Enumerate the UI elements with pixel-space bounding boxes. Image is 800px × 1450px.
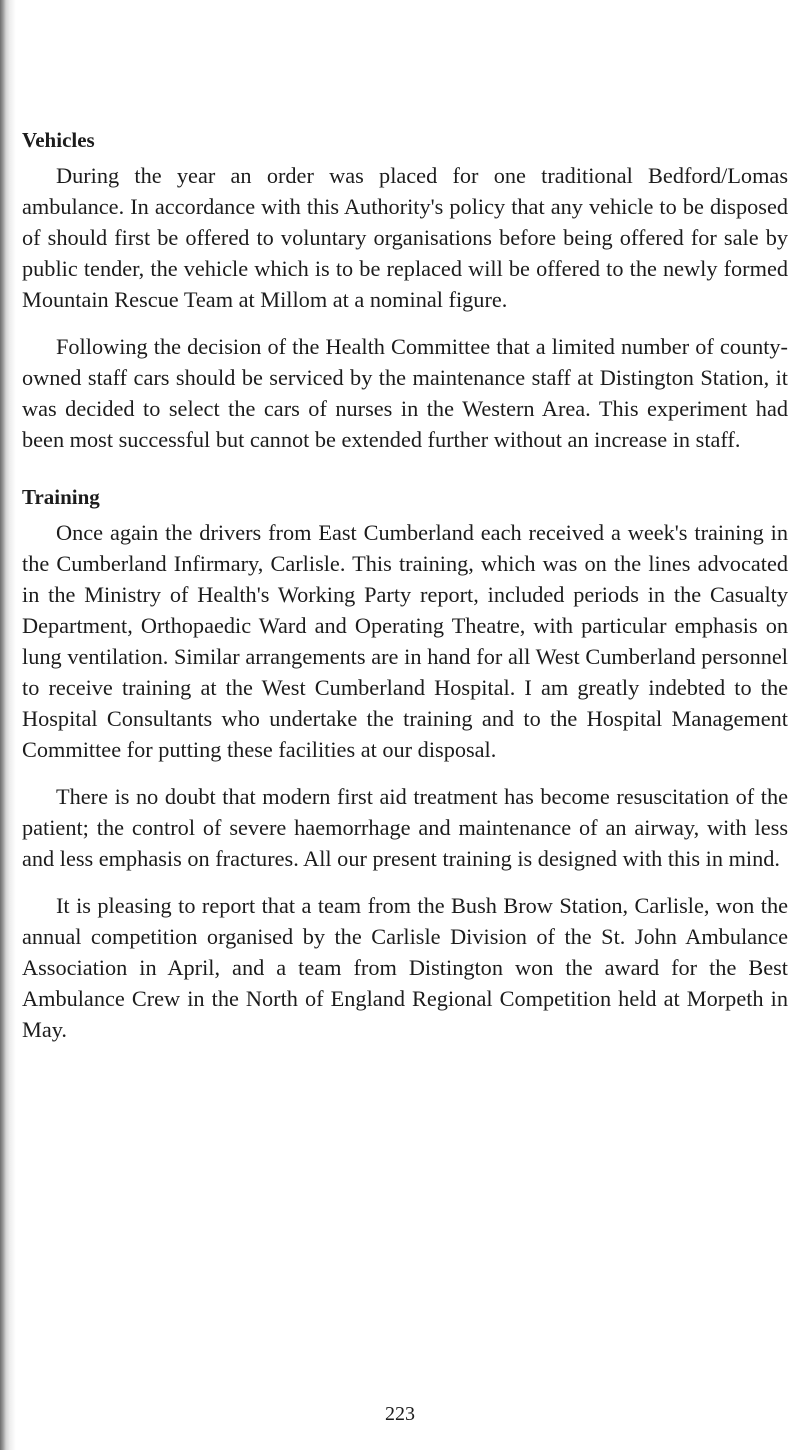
paragraph-training-first-aid: There is no doubt that modern first aid treatment has become resuscitation of the patient; the control of severe haemorrhage and maintenance of an airway, with less and less emphasis on fractures. All our present training is designed with this in mind.: [22, 784, 788, 871]
section-training: [22, 483, 788, 1045]
binding-gutter: [0, 0, 16, 1450]
section-heading-vehicles: Vehicles: [22, 128, 95, 152]
paragraph-training-competition: It is pleasing to report that a team from the Bush Brow Station, Carlisle, won the annual competition organised by the Carlisle Division of the St. John Ambulance Association in April, and a team from Distington won the award for the Best Ambulance Crew in the North of England Regional Competition held at Morpeth in May.: [22, 893, 788, 1042]
document-page: [22, 126, 788, 1045]
page-number: 223: [385, 1403, 415, 1425]
section-vehicles: [22, 126, 788, 455]
section-heading-training: Training: [22, 485, 100, 509]
paragraph-training-drivers: Once again the drivers from East Cumberland each received a week's training in the Cumberland Infirmary, Carlisle. This training, which was on the lines advocated in the Ministry of Health's Working Party report, included periods in the Casualty Department, Orthopaedic Ward and Operating Theatre, with particular emphasis on lung ventilation. Similar arrangements are in hand for all West Cumberland personnel to receive training at the West Cumberland Hospital. I am greatly indebted to the Hospital Consultants who undertake the training and to the Hospital Management Committee for putting these facilities at our disposal.: [22, 520, 788, 762]
paragraph-vehicles-order: During the year an order was placed for one traditional Bedford/Lomas ambulance. In accordance with this Authority's policy that any vehicle to be disposed of should first be offered to voluntary organisations before being offered for sale by public tender, the vehicle which is to be replaced will be offered to the newly formed Mountain Rescue Team at Millom at a nominal figure.: [22, 163, 788, 312]
paragraph-vehicles-servicing: Following the decision of the Health Committee that a limited number of county-owned staff cars should be serviced by the maintenance staff at Distington Station, it was decided to select the cars of nurses in the Western Area. This experiment had been most successful but cannot be extended further without an increase in staff.: [22, 334, 788, 452]
